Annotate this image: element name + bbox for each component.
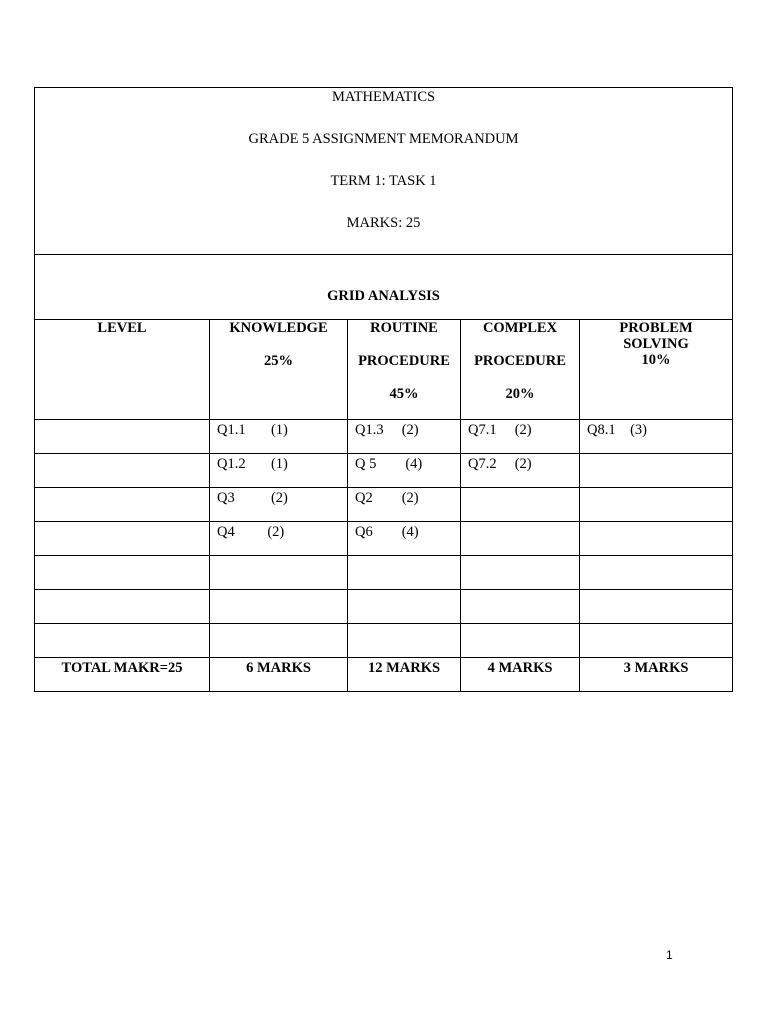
total-marks-label: TOTAL MAKR=25 xyxy=(61,660,183,676)
document-title: GRADE 5 ASSIGNMENT MEMORANDUM xyxy=(248,131,519,147)
routine-cell xyxy=(348,624,461,658)
level-cell xyxy=(35,624,210,658)
knowledge-cell: Q1.2 (1) xyxy=(210,454,348,488)
totals-row xyxy=(35,658,733,692)
subject-heading: MATHEMATICS xyxy=(331,89,436,105)
level-cell xyxy=(35,590,210,624)
complex-cell xyxy=(461,522,580,556)
grid-title-row xyxy=(35,255,733,320)
table-row xyxy=(35,488,733,522)
memorandum-table xyxy=(34,87,733,692)
routine-cell: Q2 (2) xyxy=(348,488,461,522)
complex-cell xyxy=(461,590,580,624)
knowledge-cell xyxy=(210,590,348,624)
table-row xyxy=(35,522,733,556)
level-cell xyxy=(35,420,210,454)
table-row xyxy=(35,624,733,658)
routine-cell xyxy=(348,556,461,590)
header-cell xyxy=(35,88,733,255)
knowledge-cell: Q3 (2) xyxy=(210,488,348,522)
table-row xyxy=(35,454,733,488)
problem-cell xyxy=(580,556,733,590)
column-header-row xyxy=(35,320,733,420)
grid-title-cell xyxy=(35,255,733,320)
problem-cell xyxy=(580,454,733,488)
problem-cell xyxy=(580,522,733,556)
problem-cell xyxy=(580,590,733,624)
problem-cell: Q8.1 (3) xyxy=(580,420,733,454)
level-cell xyxy=(35,454,210,488)
header-row xyxy=(35,88,733,255)
column-header-routine-procedure: ROUTINE PROCEDURE 45% xyxy=(348,320,461,420)
marks-label: MARKS: 25 xyxy=(346,215,421,231)
routine-cell xyxy=(348,590,461,624)
knowledge-cell xyxy=(210,624,348,658)
knowledge-cell: Q4 (2) xyxy=(210,522,348,556)
table-row xyxy=(35,420,733,454)
level-cell xyxy=(35,488,210,522)
total-problem-cell: 3 MARKS xyxy=(580,658,733,692)
complex-cell: Q7.1 (2) xyxy=(461,420,580,454)
level-cell xyxy=(35,556,210,590)
problem-cell xyxy=(580,488,733,522)
complex-cell xyxy=(461,556,580,590)
page-number: 1 xyxy=(666,948,673,962)
column-header-level: LEVEL xyxy=(35,320,210,420)
column-header-knowledge: KNOWLEDGE 25% xyxy=(210,320,348,420)
routine-cell: Q 5 (4) xyxy=(348,454,461,488)
knowledge-cell: Q1.1 (1) xyxy=(210,420,348,454)
table-row xyxy=(35,556,733,590)
term-task-label: TERM 1: TASK 1 xyxy=(330,173,437,189)
routine-cell: Q1.3 (2) xyxy=(348,420,461,454)
column-header-complex-procedure: COMPLEX PROCEDURE 20% xyxy=(461,320,580,420)
complex-cell xyxy=(461,624,580,658)
problem-cell xyxy=(580,624,733,658)
routine-cell: Q6 (4) xyxy=(348,522,461,556)
complex-cell: Q7.2 (2) xyxy=(461,454,580,488)
column-header-problem-solving: PROBLEM SOLVING 10% xyxy=(580,320,733,420)
total-label-cell xyxy=(35,658,210,692)
grid-analysis-title: GRID ANALYSIS xyxy=(327,288,440,304)
level-cell xyxy=(35,522,210,556)
total-routine-cell: 12 MARKS xyxy=(348,658,461,692)
knowledge-cell xyxy=(210,556,348,590)
complex-cell xyxy=(461,488,580,522)
table-row xyxy=(35,590,733,624)
total-knowledge-cell: 6 MARKS xyxy=(210,658,348,692)
total-complex-cell: 4 MARKS xyxy=(461,658,580,692)
